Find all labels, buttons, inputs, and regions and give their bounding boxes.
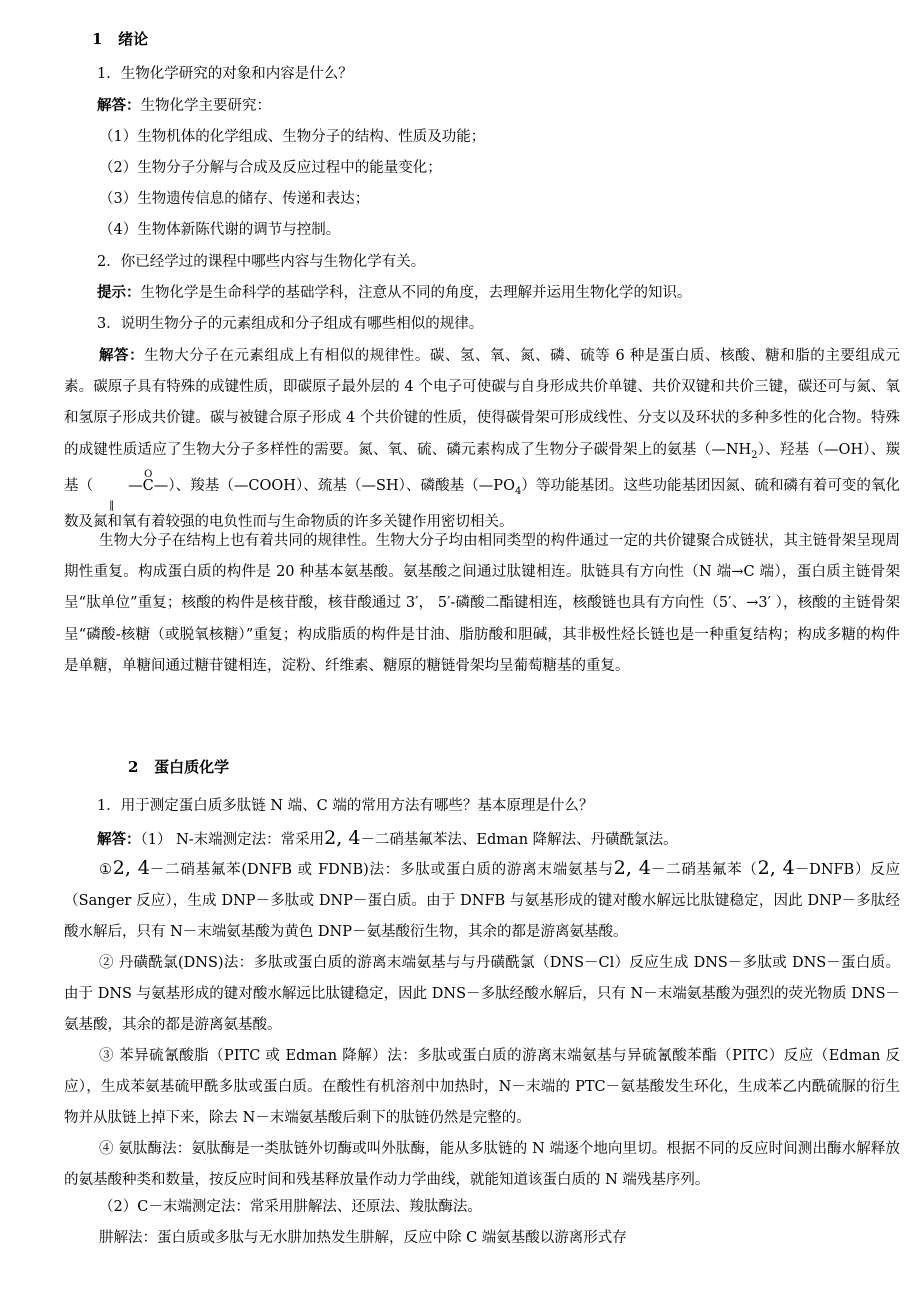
- hint-label: 提示：: [97, 284, 141, 301]
- c-terminal-methods: （2）C－末端测定法：常采用肼解法、还原法、羧肽酶法。: [99, 1199, 482, 1215]
- answer-1-1-intro: 解答：生物化学主要研究：: [97, 97, 271, 114]
- answer-label: 解答：: [97, 97, 141, 114]
- list-item: （2）生物分子分解与合成及反应过程中的能量变化；: [99, 160, 442, 176]
- method-4-aminopeptidase: ④ 氨肽酶法：氨肽酶是一类肽链外切酶或叫外肽酶，能从多肽链的 N 端逐个地向里切。根据不同的反应时间测出酶水解释放的氨基酸种类和数量，按反应时间和残基释放量作动力学曲线，就能知道该蛋白质的 N 端残基序列。: [64, 1141, 900, 1189]
- section-heading-1: 1 绪论: [92, 30, 149, 48]
- question-1-3: 3．说明生物分子的元素组成和分子组成有哪些相似的规律。: [97, 316, 484, 332]
- section-heading-2: 2 蛋白质化学: [128, 758, 230, 776]
- hydrazinolysis-text: 肼解法：蛋白质或多肽与无水肼加热发生肼解，反应中除 C 端氨基酸以游离形式存: [99, 1230, 627, 1246]
- question-1-1: 1．生物化学研究的对象和内容是什么？: [97, 66, 353, 82]
- answer-1-3-paragraph-2: 生物大分子在结构上也有着共同的规律性。生物大分子均由相同类型的构件通过一定的共价键聚合成链状，其主链骨架呈现周期性重复。构成蛋白质的构件是 20 种基本氨基酸。氨基酸之间通过肽键相连。肽链具有方向性（N 端→C 端），蛋白质主链骨架呈“肽单位”重复；核酸的构件是核苷酸，核苷酸通过 3′， 5′-磷酸二酯键相连，核酸链也具有方向性（5′、→3′ ），核酸的主链骨架呈“磷酸-核糖（或脱氧核糖）”重复；构成脂质的构件是甘油、脂肪酸和胆碱，其非极性烃长链也是一种重复结构；构成多糖的构件是单糖，单糖间通过糖苷键相连，淀粉、纤维素、糖原的糖链骨架均呈葡萄糖基的重复。: [64, 533, 900, 674]
- method-2-dns: ② 丹磺酰氯(DNS)法：多肽或蛋白质的游离末端氨基与与丹磺酰氯（DNS－Cl）反应生成 DNS－多肽或 DNS－蛋白质。由于 DNS 与氨基形成的键对酸水解远比肽键稳定，因此 DNS－多肽经酸水解后，只有 N－末端氨基酸为强烈的荧光物质 DNS－氨基酸，其余的都是游离氨基酸。: [64, 955, 900, 1034]
- list-item: （3）生物遗传信息的储存、传递和表达；: [99, 191, 370, 207]
- answer-1-3-paragraph-1: 解答：生物大分子在元素组成上有相似的规律性。碳、氢、氧、氮、磷、硫等 6 种是蛋白质、核酸、糖和脂的主要组成元素。碳原子具有特殊的成键性质，即碳原子最外层的 4 个电子可使碳与自身形成共价单键、共价双键和共价三键，碳还可与氮、氧和氢原子形成共价键。碳与被键合原子形成 4 个共价键的性质，使得碳骨架可形成线性、分支以及环状的多种多性的化合物。特殊的成键性质适应了生物大分子多样性的需要。氮、氧、硫、磷元素构成了生物分子碳骨架上的氨基$(—NH_2)$、羟基（—OH）、羰基（ O ‖ —C—）、羧基（—COOH）、巯基（—SH）、磷酸基$(—PO_4)$等功能基团。这些功能基团因氮、硫和磷有着可变的氧化数及氮和氧有着较强的电负性而与生命物质的许多关键作用密切相关。: [64, 347, 901, 530]
- question-1-2: 2．你已经学过的课程中哪些内容与生物化学有关。: [97, 254, 426, 270]
- answer-label: 解答：: [99, 347, 145, 364]
- answer-label: 解答：: [97, 831, 141, 848]
- question-2-1: 1．用于测定蛋白质多肽链 N 端、C 端的常用方法有哪些？基本原理是什么？: [97, 798, 594, 814]
- list-item: （4）生物体新陈代谢的调节与控制。: [99, 222, 341, 238]
- hint-1-2: 提示：生物化学是生命科学的基础学科，注意从不同的角度，去理解并运用生物化学的知识。: [97, 284, 692, 301]
- method-3-edman: ③ 苯异硫氰酸脂（PITC 或 Edman 降解）法：多肽或蛋白质的游离末端氨基与异硫氰酸苯酯（PITC）反应（Edman 反应），生成苯氨基硫甲酰多肽或蛋白质。在酸性有机溶剂中加热时，N－末端的 PTC－氨基酸发生环化，生成苯乙内酰硫脲的衍生物并从肽链上掉下来，除去 N－末端氨基酸后剩下的肽链仍然是完整的。: [64, 1048, 900, 1127]
- carbonyl-formula: O ‖ —C—: [109, 468, 169, 511]
- method-1-dnfb: ①2, 4－二硝基氟苯(DNFB 或 FDNB)法：多肽或蛋白质的游离末端氨基与2, 4－二硝基氟苯（2, 4－DNFB）反应（Sanger 反应），生成 DNP－多肽或 DNP－蛋白质。由于 DNFB 与氨基形成的键对酸水解远比肽键稳定，因此 DNP－多肽经酸水解后，只有 N－末端氨基酸为黄色 DNP－氨基酸衍生物，其余的都是游离氨基酸。: [64, 857, 901, 941]
- list-item: （1）生物机体的化学组成、生物分子的结构、性质及功能；: [99, 129, 486, 145]
- answer-2-1-intro: 解答：（1） N-末端测定法：常采用2, 4－二硝基氟苯法、Edman 降解法、丹磺酰氯法。: [97, 827, 678, 849]
